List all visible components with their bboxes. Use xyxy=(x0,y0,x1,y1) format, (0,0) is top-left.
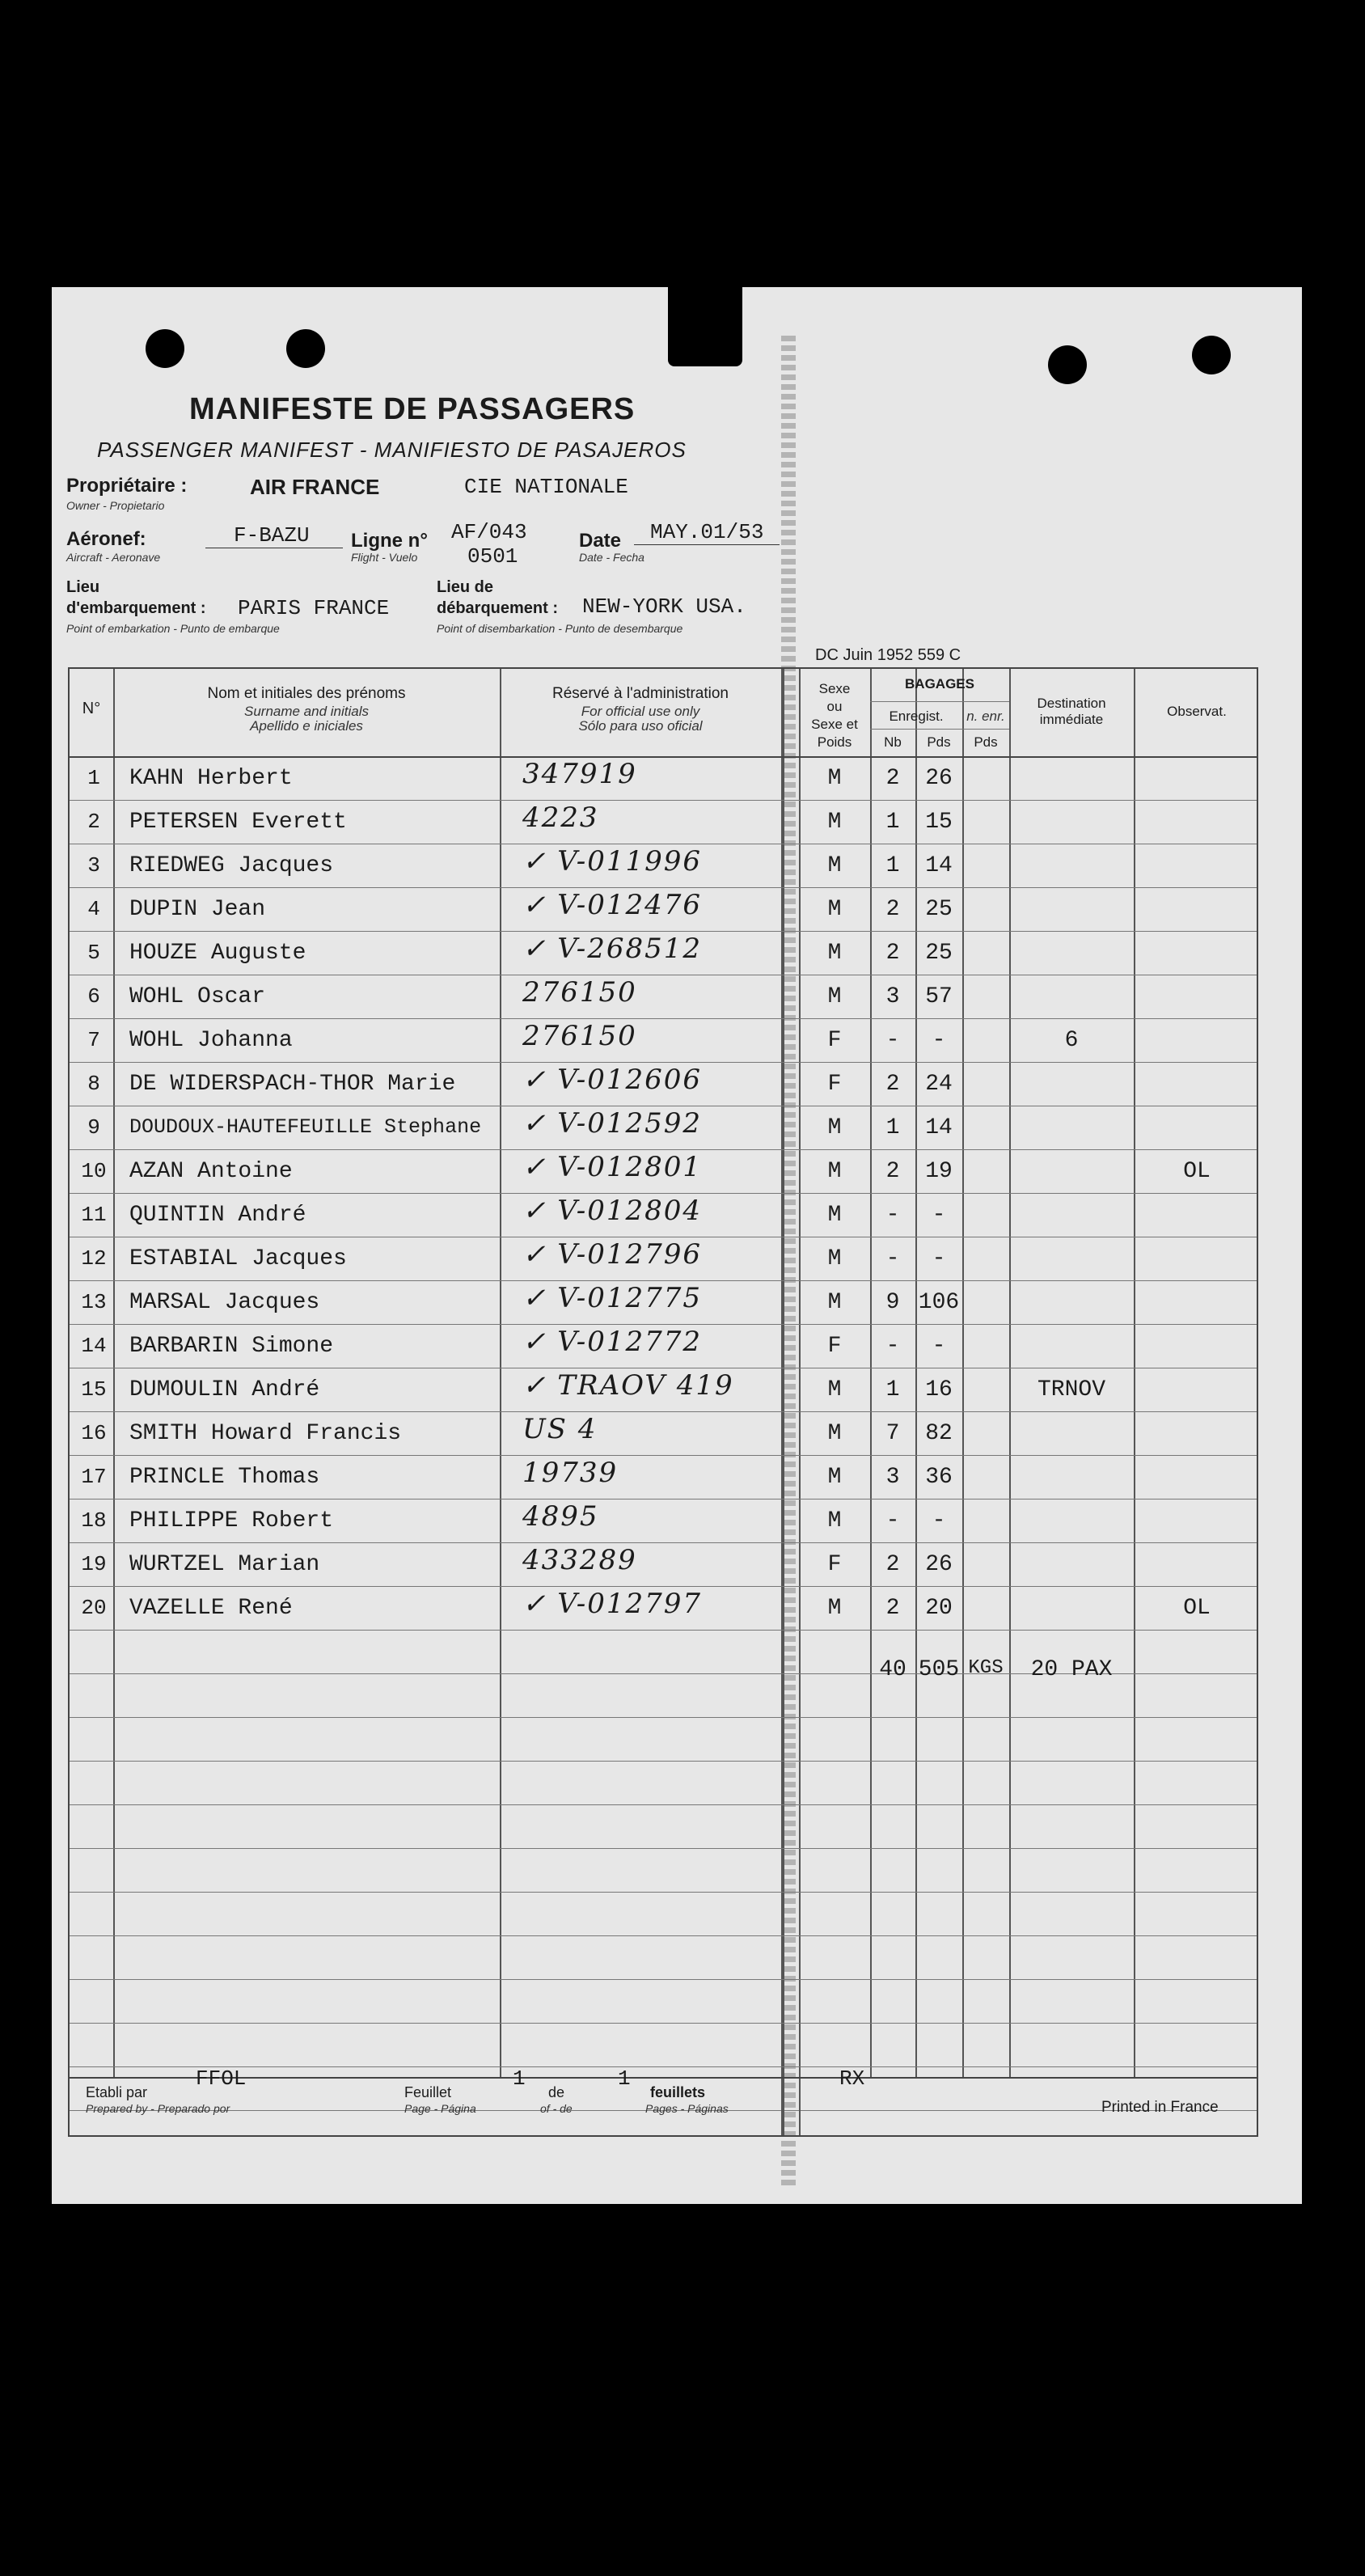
observation: OL xyxy=(1183,1159,1211,1184)
passenger-sex: M xyxy=(827,1596,842,1621)
passenger-sex: M xyxy=(827,766,842,791)
passenger-name: RIEDWEG Jacques xyxy=(129,853,334,878)
passenger-sex: F xyxy=(827,1072,842,1097)
row-divider xyxy=(70,1979,1257,1980)
baggage-count: 3 xyxy=(885,984,900,1009)
baggage-count: 9 xyxy=(885,1290,900,1315)
disembark-sublabel: Point of disembarkation - Punto de desembarque xyxy=(437,622,683,635)
form-code: DC Juin 1952 559 C xyxy=(815,646,961,664)
row-number: 1 xyxy=(87,766,100,790)
printed-in: Printed in France xyxy=(1101,2099,1219,2116)
row-number: 11 xyxy=(81,1203,107,1227)
sheet-label: Feuillet xyxy=(404,2084,452,2100)
of-value: 1 xyxy=(618,2066,631,2091)
sheets-sub: Pages - Páginas xyxy=(645,2102,729,2115)
admin-reference: ✓ V-012772 xyxy=(522,1326,703,1358)
destination: TRNOV xyxy=(1037,1377,1105,1402)
passenger-table xyxy=(68,667,1258,2079)
admin-reference: 347919 xyxy=(522,758,637,790)
admin-reference: ✓ V-012606 xyxy=(522,1064,703,1096)
row-divider xyxy=(70,1848,1257,1849)
total-unit: KGS xyxy=(968,1657,1004,1679)
baggage-weight: 16 xyxy=(925,1377,953,1402)
baggage-count: 1 xyxy=(885,1377,900,1402)
date-label: Date xyxy=(579,530,622,552)
row-number: 4 xyxy=(87,897,100,921)
observation: OL xyxy=(1183,1596,1211,1621)
baggage-count: 1 xyxy=(885,853,900,878)
total-pax: 20 PAX xyxy=(1030,1657,1113,1682)
row-number: 15 xyxy=(81,1377,107,1402)
document-title: MANIFESTE DE PASSAGERS xyxy=(189,392,636,426)
baggage-count: - xyxy=(885,1203,900,1228)
admin-reference: 276150 xyxy=(522,1020,637,1052)
punch-hole-2 xyxy=(286,329,325,368)
passenger-name: WOHL Oscar xyxy=(129,984,266,1009)
col-pds-header: Pds xyxy=(927,734,951,750)
baggage-weight: - xyxy=(932,1028,946,1053)
passenger-name: VAZELLE René xyxy=(129,1596,293,1621)
row-divider xyxy=(70,931,1257,932)
total-pds: 505 xyxy=(918,1657,960,1682)
passenger-name: DUMOULIN André xyxy=(129,1377,320,1402)
disembark-label-1: Lieu de xyxy=(437,578,494,596)
admin-reference: 433289 xyxy=(522,1544,637,1576)
row-number: 10 xyxy=(81,1159,107,1183)
baggage-count: 2 xyxy=(885,941,900,966)
passenger-name: DE WIDERSPACH-THOR Marie xyxy=(129,1072,456,1097)
admin-reference: ✓ V-012476 xyxy=(522,889,703,921)
row-divider xyxy=(70,1630,1257,1631)
col-registered-header: Enregist. xyxy=(889,709,944,724)
passenger-name: WOHL Johanna xyxy=(129,1028,293,1053)
baggage-weight: 19 xyxy=(925,1159,953,1184)
admin-reference: ✓ V-268512 xyxy=(522,933,703,965)
row-divider xyxy=(70,1062,1257,1063)
col-nr-header: n. enr. xyxy=(966,709,1005,724)
col-sex-3: Sexe et xyxy=(811,717,858,732)
admin-reference: ✓ V-012592 xyxy=(522,1107,703,1140)
passenger-sex: M xyxy=(827,1377,842,1402)
aircraft-sublabel: Aircraft - Aeronave xyxy=(66,551,161,564)
row-divider xyxy=(70,1935,1257,1936)
col-admin-sub2: Sólo para uso oficial xyxy=(578,718,703,734)
row-number: 2 xyxy=(87,810,100,834)
embark-label-2: d'embarquement : xyxy=(66,599,206,617)
passenger-sex: F xyxy=(827,1028,842,1053)
sheet-sub: Page - Página xyxy=(404,2102,476,2115)
admin-reference: 19739 xyxy=(522,1457,619,1489)
total-nb: 40 xyxy=(879,1657,906,1682)
col-admin-header: Réservé à l'administration xyxy=(552,685,729,702)
baggage-weight: 26 xyxy=(925,766,953,791)
admin-reference: US 4 xyxy=(522,1413,598,1445)
prepared-by-value: FFOL xyxy=(196,2066,247,2091)
embark-label-1: Lieu xyxy=(66,578,100,596)
baggage-weight: 106 xyxy=(918,1290,960,1315)
of-label: de xyxy=(548,2084,565,2100)
baggage-count: 3 xyxy=(885,1465,900,1490)
baggage-count: 1 xyxy=(885,1115,900,1140)
passenger-name: DOUDOUX-HAUTEFEUILLE Stephane xyxy=(129,1115,482,1139)
row-number: 6 xyxy=(87,984,100,1009)
manifest-sheet xyxy=(52,287,1302,2204)
col-destination-2: immédiate xyxy=(1039,712,1104,727)
passenger-name: AZAN Antoine xyxy=(129,1159,293,1184)
baggage-weight: 14 xyxy=(925,1115,953,1140)
row-divider xyxy=(70,1324,1257,1325)
baggage-weight: 24 xyxy=(925,1072,953,1097)
row-number: 9 xyxy=(87,1115,100,1140)
admin-reference: ✓ V-012796 xyxy=(522,1238,703,1271)
admin-reference: ✓ V-012797 xyxy=(522,1588,703,1620)
row-number: 14 xyxy=(81,1334,107,1358)
baggage-count: 7 xyxy=(885,1421,900,1446)
disembark-label-2: débarquement : xyxy=(437,599,559,617)
baggage-count: 2 xyxy=(885,1596,900,1621)
passenger-sex: M xyxy=(827,897,842,922)
passenger-name: ESTABIAL Jacques xyxy=(129,1246,347,1271)
passenger-name: HOUZE Auguste xyxy=(129,941,306,966)
baggage-count: 2 xyxy=(885,1552,900,1577)
destination: 6 xyxy=(1064,1028,1079,1053)
row-number: 12 xyxy=(81,1246,107,1271)
passenger-sex: M xyxy=(827,941,842,966)
row-divider xyxy=(70,1280,1257,1281)
passenger-name: PETERSEN Everett xyxy=(129,810,347,835)
row-divider xyxy=(70,1149,1257,1150)
col-sex-2: ou xyxy=(826,699,843,714)
passenger-sex: M xyxy=(827,1290,842,1315)
passenger-name: PRINCLE Thomas xyxy=(129,1465,320,1490)
admin-reference: 4895 xyxy=(522,1500,599,1533)
baggage-weight: 20 xyxy=(925,1596,953,1621)
passenger-sex: M xyxy=(827,1421,842,1446)
row-divider xyxy=(70,800,1257,801)
flight-value-2: 0501 xyxy=(467,544,518,569)
col-baggage-header: BAGAGES xyxy=(905,676,974,692)
passenger-name: KAHN Herbert xyxy=(129,766,293,791)
col-sex-1: Sexe xyxy=(818,681,851,696)
row-divider xyxy=(70,1455,1257,1456)
baggage-weight: 57 xyxy=(925,984,953,1009)
flight-label: Ligne n° xyxy=(351,530,428,552)
passenger-sex: M xyxy=(827,853,842,878)
baggage-count: - xyxy=(885,1508,900,1533)
embark-value: PARIS FRANCE xyxy=(238,596,390,620)
col-name-sub1: Surname and initials xyxy=(243,704,370,719)
baggage-weight: - xyxy=(932,1334,946,1359)
row-divider xyxy=(70,1804,1257,1805)
disembark-value: NEW-YORK USA. xyxy=(582,594,746,619)
row-divider xyxy=(70,2023,1257,2024)
passenger-sex: M xyxy=(827,1465,842,1490)
passenger-sex: M xyxy=(827,984,842,1009)
passenger-sex: M xyxy=(827,1203,842,1228)
row-number: 20 xyxy=(81,1596,107,1620)
col-name-sub2: Apellido e iniciales xyxy=(250,718,363,734)
col-destination-1: Destination xyxy=(1037,696,1106,711)
baggage-count: 2 xyxy=(885,897,900,922)
admin-reference: ✓ TRAOV 419 xyxy=(522,1369,734,1402)
punch-hole-3 xyxy=(1048,345,1087,384)
admin-reference: ✓ V-012775 xyxy=(522,1282,703,1314)
row-divider xyxy=(70,1892,1257,1893)
baggage-weight: - xyxy=(932,1203,946,1228)
baggage-weight: 36 xyxy=(925,1465,953,1490)
passenger-sex: F xyxy=(827,1552,842,1577)
row-number: 19 xyxy=(81,1552,107,1576)
row-number: 3 xyxy=(87,853,100,878)
passenger-name: WURTZEL Marian xyxy=(129,1552,320,1577)
baggage-count: 2 xyxy=(885,1159,900,1184)
baggage-weight: 82 xyxy=(925,1421,953,1446)
col-nb-header: Nb xyxy=(884,734,902,750)
binding-notch xyxy=(668,286,742,366)
col-pds2-header: Pds xyxy=(974,734,998,750)
col-admin-sub1: For official use only xyxy=(581,704,700,719)
rx-value: RX xyxy=(839,2066,865,2091)
row-number: 17 xyxy=(81,1465,107,1489)
passenger-name: SMITH Howard Francis xyxy=(129,1421,402,1446)
of-sub: of - de xyxy=(540,2102,573,2115)
aircraft-value: F-BAZU xyxy=(234,523,310,548)
embark-sublabel: Point of embarkation - Punto de embarque xyxy=(66,622,280,635)
col-name-header: Nom et initiales des prénoms xyxy=(207,685,406,702)
owner-sublabel: Owner - Propietario xyxy=(66,499,165,512)
baggage-count: 1 xyxy=(885,810,900,835)
passenger-name: PHILIPPE Robert xyxy=(129,1508,334,1533)
baggage-count: 2 xyxy=(885,766,900,791)
row-number: 16 xyxy=(81,1421,107,1445)
baggage-weight: 26 xyxy=(925,1552,953,1577)
baggage-weight: 15 xyxy=(925,810,953,835)
passenger-sex: M xyxy=(827,1246,842,1271)
passenger-name: BARBARIN Simone xyxy=(129,1334,334,1359)
row-number: 18 xyxy=(81,1508,107,1533)
passenger-sex: M xyxy=(827,1159,842,1184)
admin-reference: ✓ V-012801 xyxy=(522,1151,703,1183)
baggage-weight: 25 xyxy=(925,941,953,966)
admin-reference: 4223 xyxy=(522,802,599,834)
col-no-header: N° xyxy=(82,700,101,717)
date-sublabel: Date - Fecha xyxy=(579,551,644,564)
admin-reference: ✓ V-012804 xyxy=(522,1195,703,1227)
baggage-weight: 14 xyxy=(925,853,953,878)
row-divider xyxy=(70,1761,1257,1762)
row-divider xyxy=(70,1193,1257,1194)
baggage-weight: - xyxy=(932,1246,946,1271)
owner-value-2: CIE NATIONALE xyxy=(464,475,628,499)
col-sex-4: Poids xyxy=(817,734,852,750)
row-divider xyxy=(70,1411,1257,1412)
baggage-weight: 25 xyxy=(925,897,953,922)
col-observ-header: Observat. xyxy=(1167,704,1227,719)
baggage-count: - xyxy=(885,1334,900,1359)
sheet-value: 1 xyxy=(513,2066,526,2091)
prepared-by-label: Etabli par xyxy=(86,2084,148,2100)
passenger-sex: F xyxy=(827,1334,842,1359)
passenger-sex: M xyxy=(827,810,842,835)
punch-hole-4 xyxy=(1192,336,1231,374)
owner-value: AIR FRANCE xyxy=(250,475,380,499)
baggage-count: - xyxy=(885,1246,900,1271)
row-divider xyxy=(70,1586,1257,1587)
flight-sublabel: Flight - Vuelo xyxy=(351,551,418,564)
row-number: 8 xyxy=(87,1072,100,1096)
passenger-name: DUPIN Jean xyxy=(129,897,266,922)
owner-label: Propriétaire : xyxy=(66,475,188,497)
baggage-weight: - xyxy=(932,1508,946,1533)
flight-value: AF/043 xyxy=(451,520,527,544)
row-divider xyxy=(70,1542,1257,1543)
row-number: 7 xyxy=(87,1028,100,1052)
admin-reference: 276150 xyxy=(522,976,637,1009)
passenger-sex: M xyxy=(827,1508,842,1533)
passenger-name: QUINTIN André xyxy=(129,1203,306,1228)
admin-reference: ✓ V-011996 xyxy=(522,845,703,878)
row-divider xyxy=(70,887,1257,888)
sheets-label: feuillets xyxy=(650,2084,706,2100)
date-value: MAY.01/53 xyxy=(650,520,764,544)
passenger-sex: M xyxy=(827,1115,842,1140)
row-number: 13 xyxy=(81,1290,107,1314)
passenger-name: MARSAL Jacques xyxy=(129,1290,320,1315)
baggage-count: - xyxy=(885,1028,900,1053)
baggage-count: 2 xyxy=(885,1072,900,1097)
row-divider xyxy=(70,2066,1257,2067)
document-subtitle: PASSENGER MANIFEST - MANIFIESTO DE PASAJEROS xyxy=(97,438,687,462)
prepared-by-sub: Prepared by - Preparado por xyxy=(86,2102,230,2115)
row-divider xyxy=(70,1717,1257,1718)
row-number: 5 xyxy=(87,941,100,965)
aircraft-label: Aéronef: xyxy=(66,528,146,550)
punch-hole-1 xyxy=(146,329,184,368)
row-divider xyxy=(70,1018,1257,1019)
